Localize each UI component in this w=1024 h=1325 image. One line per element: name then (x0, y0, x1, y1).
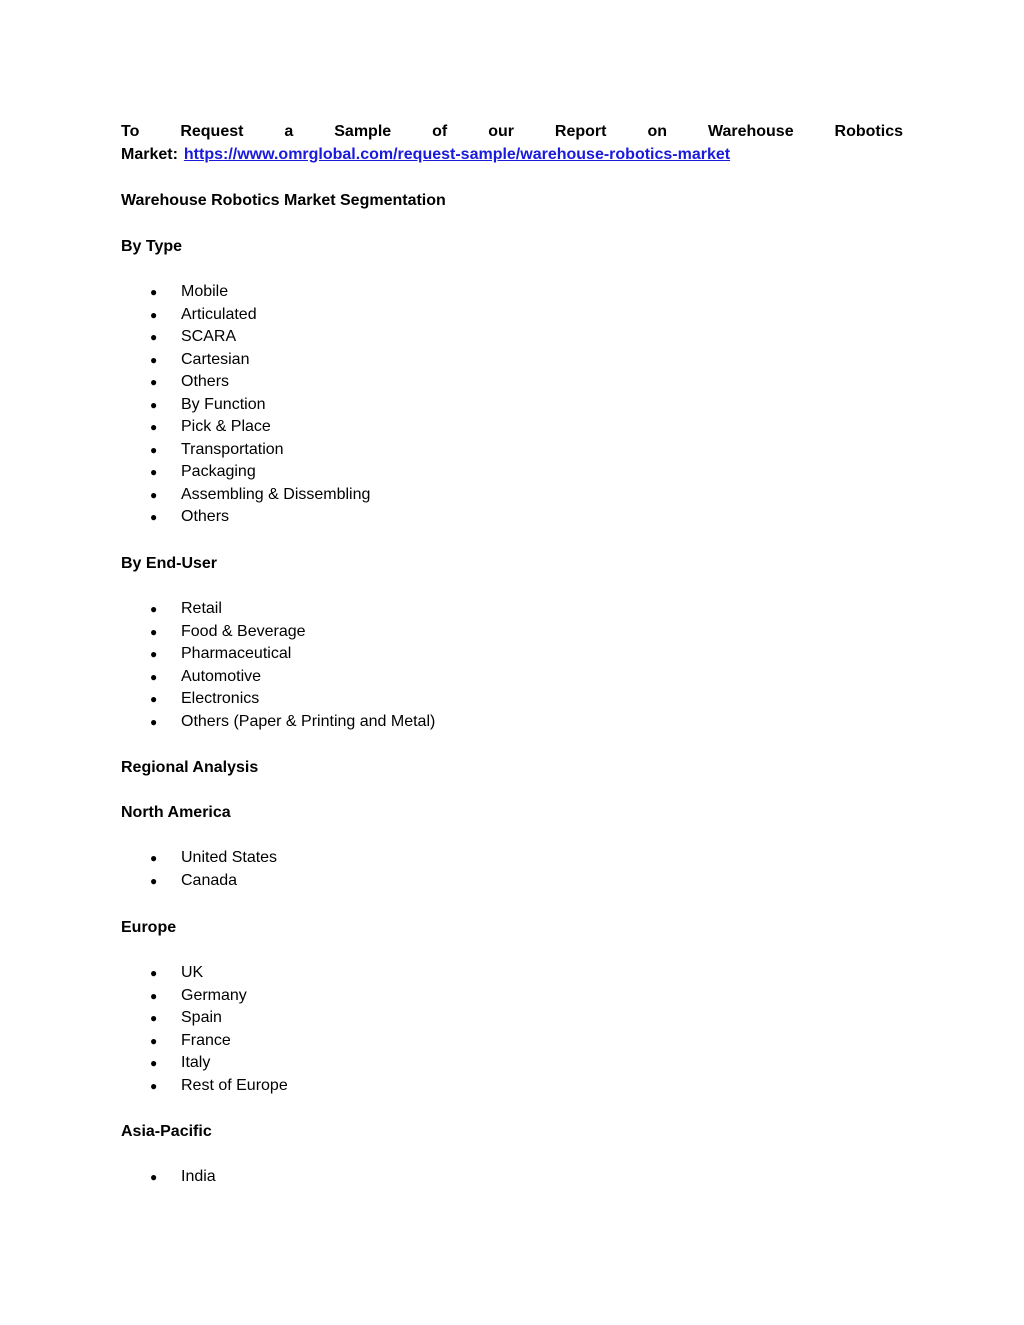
bullet-icon: ● (150, 352, 158, 367)
regional-analysis-heading: Regional Analysis (121, 759, 259, 776)
by-end-user-heading: By End-User (121, 555, 218, 572)
intro-word: of (432, 123, 448, 140)
bullet-icon: ● (150, 988, 158, 1003)
bullet-icon: ● (150, 602, 158, 616)
intro-word: Request (180, 123, 244, 140)
list-item-text: France (181, 1031, 231, 1049)
list-item-text: Pharmaceutical (181, 645, 292, 662)
bullet-icon: ● (150, 669, 158, 684)
market-label: Market: (121, 146, 178, 163)
intro-line (121, 120, 903, 143)
bullet-icon: ● (150, 465, 158, 479)
list-item-text: Packaging (181, 463, 256, 480)
intro-word: a (284, 123, 294, 140)
bullet-icon: ● (150, 714, 158, 729)
bullet-icon: ● (150, 442, 158, 457)
list-item-text: Transportation (181, 440, 284, 458)
list-item-text: Canada (181, 871, 238, 889)
intro-word: Report (554, 123, 607, 140)
north-america-heading: North America (121, 804, 231, 821)
list-item-text: SCARA (181, 328, 237, 345)
bullet-icon: ● (150, 487, 158, 502)
list-item-text: Electronics (181, 690, 260, 707)
intro-word: Sample (334, 123, 392, 140)
list-item-text: Rest of Europe (181, 1076, 288, 1094)
bullet-icon: ● (150, 1170, 158, 1184)
bullet-icon: ● (150, 510, 158, 524)
bullet-icon: ● (150, 624, 158, 639)
list-item-text: United States (181, 849, 278, 866)
bullet-icon: ● (150, 1078, 158, 1093)
list-item-text: Articulated (181, 305, 257, 323)
list-item-text: India (181, 1168, 216, 1185)
sample-request-paragraph (121, 120, 903, 166)
list-item-text: Others (181, 508, 230, 525)
intro-word: Robotics (834, 123, 903, 140)
intro-word: Warehouse (707, 123, 794, 140)
list-item-text: Spain (181, 1009, 222, 1026)
bullet-icon: ● (150, 647, 158, 661)
by-type-heading: By Type (121, 238, 183, 255)
bullet-icon: ● (150, 420, 158, 434)
bullet-icon: ● (150, 1011, 158, 1025)
list-item-text: Assembling & Dissembling (181, 485, 371, 503)
intro-line (121, 143, 903, 166)
list-item-text: Germany (181, 986, 247, 1004)
list-item-text: Automotive (181, 667, 262, 685)
list-item-text: UK (181, 964, 204, 981)
bullet-icon: ● (150, 851, 158, 865)
request-sample-link[interactable]: https://www.omrglobal.com/request-sample/warehouse-robotics-market (183, 146, 731, 163)
bullet-icon: ● (150, 330, 158, 344)
list-item-text: Retail (181, 600, 222, 617)
bullet-icon: ● (150, 966, 158, 980)
bullet-icon: ● (150, 397, 158, 412)
bullet-icon: ● (150, 1056, 158, 1070)
intro-word: on (647, 123, 667, 140)
segmentation-title: Warehouse Robotics Market Segmentation (121, 192, 446, 209)
bullet-icon: ● (150, 307, 158, 322)
bullet-icon: ● (150, 285, 158, 299)
list-item-text: By Function (181, 395, 266, 413)
asia-pacific-heading: Asia-Pacific (121, 1123, 212, 1140)
europe-heading: Europe (121, 919, 177, 936)
intro-word: To (121, 123, 140, 140)
list-item-text: Italy (181, 1054, 211, 1071)
bullet-icon: ● (150, 1033, 158, 1048)
list-item-text: Others (Paper & Printing and Metal) (181, 712, 436, 730)
list-item-text: Others (181, 373, 230, 390)
list-item-text: Mobile (181, 283, 229, 300)
bullet-icon: ● (150, 375, 158, 389)
bullet-icon: ● (150, 873, 158, 888)
list-item-text: Pick & Place (181, 418, 271, 435)
list-item-text: Food & Beverage (181, 622, 306, 640)
intro-word: our (488, 123, 514, 140)
list-item-text: Cartesian (181, 350, 250, 368)
bullet-icon: ● (150, 692, 158, 706)
